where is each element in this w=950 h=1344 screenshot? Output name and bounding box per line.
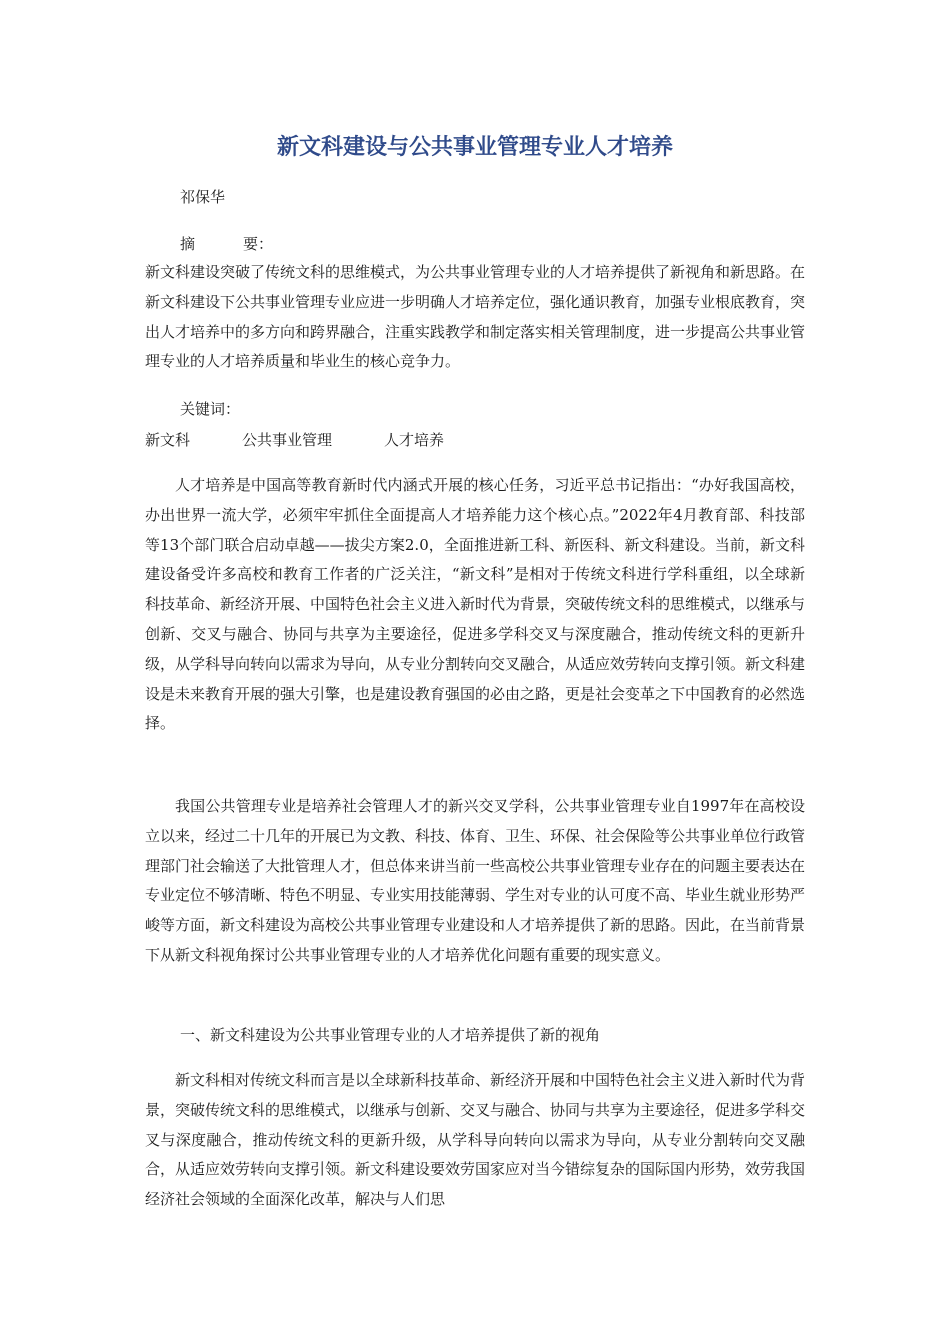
keyword: 公共事业管理 [242,431,333,449]
keywords-label: 关键词： [180,400,241,418]
keyword: 新文科 [145,431,191,449]
abstract-label-first: 摘 [180,235,196,253]
body-paragraph: 人才培养是中国高等教育新时代内涵式开展的核心任务，习近平总书记指出：“办好我国高校，办出世界一流大学，必须牢牢抓住全面提高人才培养能力这个核心点。”2022年4月教育部、科技部等13个部门联合启动卓越——拔尖方案2.0，全面推进新工科、新医科、新文科建设。当前，新文科建设备受许多高校和教育工作者的广泛关注，“新文科”是相对于传统文科进行学科重组，以全球新科技革命、新经济开展、中国特色社会主义进入新时代为背景，突破传统文科的思维模式，以继承与创新、交叉与融合、协同与共享为主要途径，促进多学科交叉与深度融合，推动传统文科的更新升级，从学科导向转向以需求为导向，从专业分割转向交叉融合，从适应效劳转向支撑引领。新文科建设是未来教育开展的强大引擎，也是建设教育强国的必由之路，更是社会变革之下中国教育的必然选择。 [145,476,806,733]
keyword: 人才培养 [384,431,445,449]
document-title: 新文科建设与公共事业管理专业人才培养 [276,135,673,160]
body-paragraph: 我国公共管理专业是培养社会管理人才的新兴交叉学科，公共事业管理专业自1997年在高校设立以来，经过二十几年的开展已为文教、科技、体育、卫生、环保、社会保险等公共事业单位行政管理部门社会输送了大批管理人才，但总体来讲当前一些高校公共事业管理专业存在的问题主要表达在专业定位不够清晰、特色不明显、专业实用技能薄弱、学生对专业的认可度不高、毕业生就业形势严峻等方面，新文科建设为高校公共事业管理专业建设和人才培养提供了新的思路。因此，在当前背景下从新文科视角探讨公共事业管理专业的人才培养优化问题有重要的现实意义。 [145,797,806,964]
abstract-text: 新文科建设突破了传统文科的思维模式，为公共事业管理专业的人才培养提供了新视角和新思路。在新文科建设下公共事业管理专业应进一步明确人才培养定位，强化通识教育，加强专业根底教育，突出人才培养中的多方向和跨界融合，注重实践教学和制定落实相关管理制度，进一步提高公共事业管理专业的人才培养质量和毕业生的核心竞争力。 [145,263,806,371]
abstract-label [180,233,273,255]
abstract-label-second: 要： [243,235,274,253]
author-name: 祁保华 [180,188,226,206]
section-heading: 一、新文科建设为公共事业管理专业的人才培养提供了新的视角 [180,1026,601,1044]
keywords-list [145,429,444,451]
body-paragraph: 新文科相对传统文科而言是以全球新科技革命、新经济开展和中国特色社会主义进入新时代为背景，突破传统文科的思维模式，以继承与创新、交叉与融合、协同与共享为主要途径，促进多学科交叉与深度融合，推动传统文科的更新升级，从学科导向转向以需求为导向，从专业分割转向交叉融合，从适应效劳转向支撑引领。新文科建设要效劳国家应对当今错综复杂的国际国内形势，效劳我国经济社会领域的全面深化改革，解决与人们思 [145,1071,806,1209]
